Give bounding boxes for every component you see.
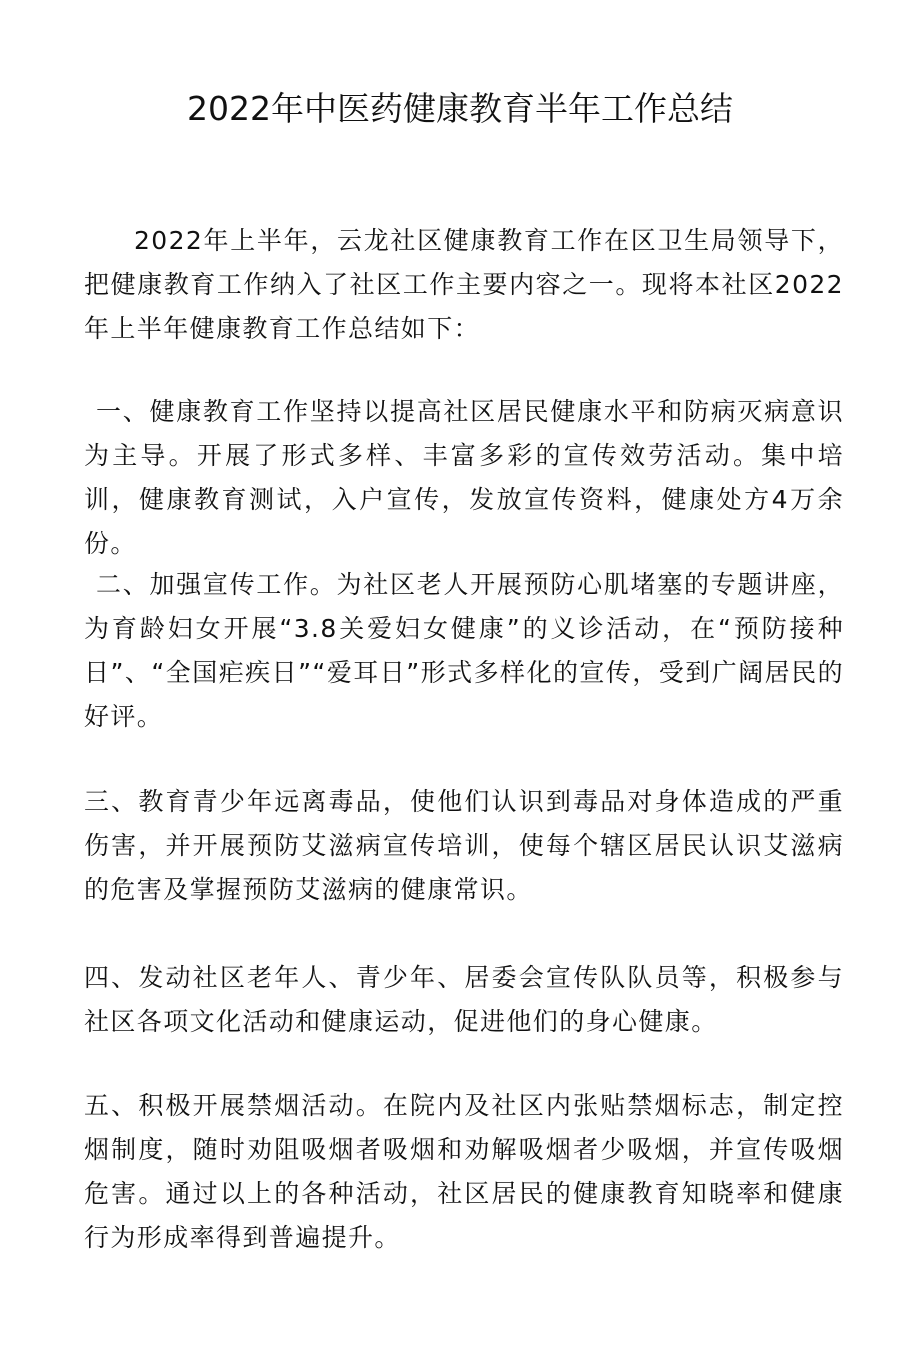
document-title: 2022年中医药健康教育半年工作总结	[187, 89, 733, 128]
paragraph-intro: 2022年上半年，云龙社区健康教育工作在区卫生局领导下，把健康教育工作纳入了社区工作主要内容之一。现将本社区2022年上半年健康教育工作总结如下：	[84, 226, 844, 343]
paragraph-section-2: 二、加强宣传工作。为社区老人开展预防心肌堵塞的专题讲座，为育龄妇女开展“3.8关爱妇女健康”的义诊活动，在“预防接种日”、“全国疟疾日”“爱耳日”形式多样化的宣传，受到广阔居民的好评。	[84, 570, 844, 731]
paragraph-section-3: 三、教育青少年远离毒品，使他们认识到毒品对身体造成的严重伤害，并开展预防艾滋病宣传培训，使每个辖区居民认识艾滋病的危害及掌握预防艾滋病的健康常识。	[84, 787, 844, 904]
paragraph-section-5: 五、积极开展禁烟活动。在院内及社区内张贴禁烟标志，制定控烟制度，随时劝阻吸烟者吸烟和劝解吸烟者少吸烟，并宣传吸烟危害。通过以上的各种活动，社区居民的健康教育知晓率和健康行为形成率得到普遍提升。	[84, 1091, 844, 1252]
paragraph-section-4: 四、发动社区老年人、青少年、居委会宣传队队员等，积极参与社区各项文化活动和健康运动，促进他们的身心健康。	[84, 963, 844, 1036]
paragraph-section-1: 一、健康教育工作坚持以提高社区居民健康水平和防病灭病意识为主导。开展了形式多样、丰富多彩的宣传效劳活动。集中培训，健康教育测试，入户宣传，发放宣传资料，健康处方4万余份。	[84, 397, 844, 558]
